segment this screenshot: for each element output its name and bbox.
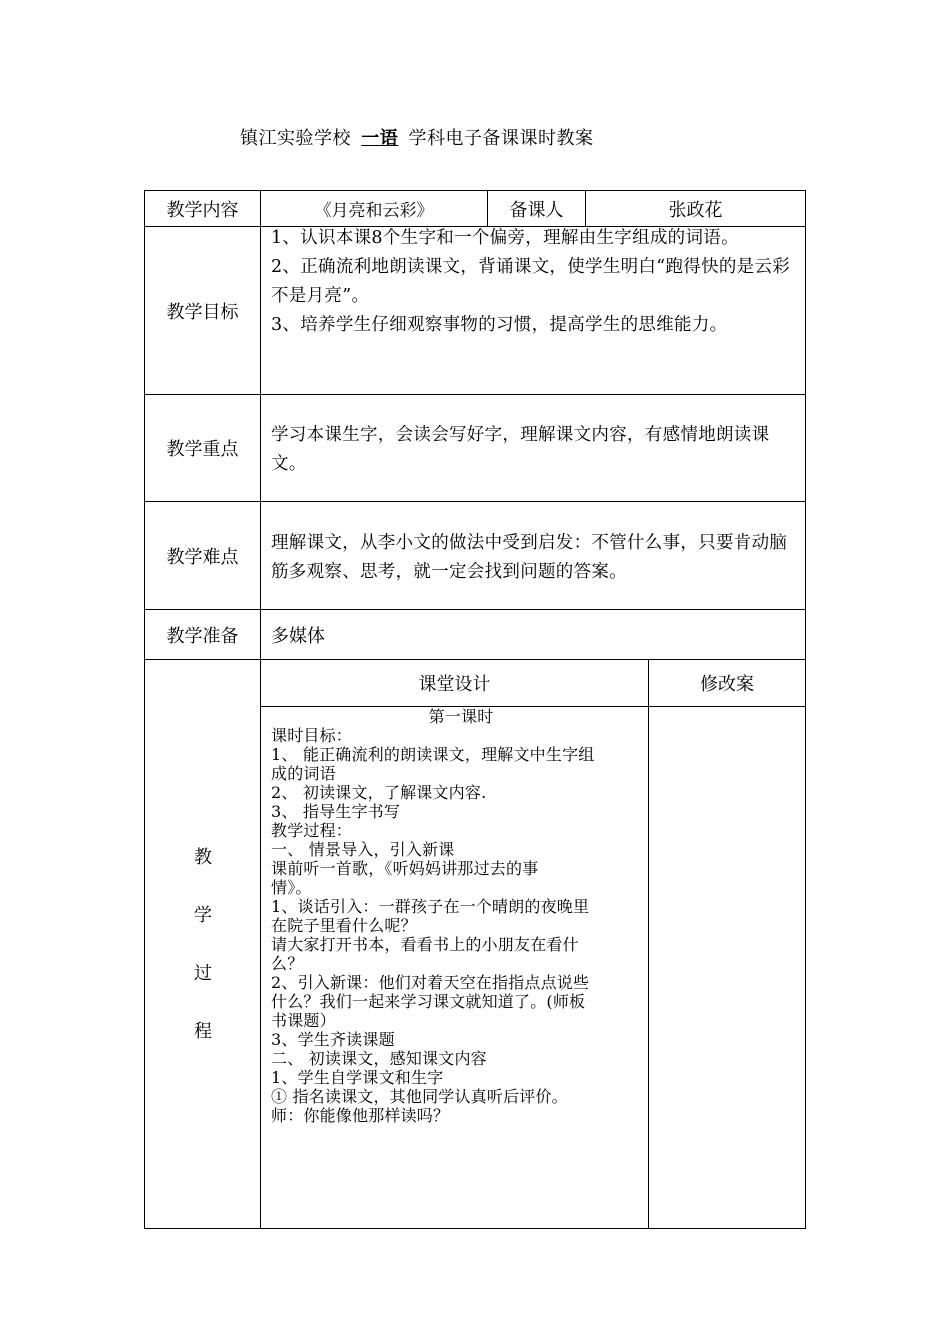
preparer-label: 备课人 xyxy=(509,199,564,221)
preparation-label: 教学准备 xyxy=(166,625,239,647)
table-border-right xyxy=(805,190,806,1229)
design-header: 课堂设计 xyxy=(418,674,491,695)
lesson-title: 《月亮和云彩》 xyxy=(314,201,434,221)
document-title xyxy=(240,124,593,150)
design-line: 课前听一首歌，《听妈妈讲那过去的事 xyxy=(271,859,539,878)
design-line: 成的词语 xyxy=(271,764,336,783)
label-column-divider xyxy=(260,190,261,1229)
design-line: 请大家打开书本，看看书上的小朋友在看什 xyxy=(271,935,579,954)
process-label-char: 教 xyxy=(194,847,212,868)
design-line: 3、 指导生字书写 xyxy=(271,802,401,821)
key-points-text: 学习本课生字，会读会写好字，理解课文内容，有感情地朗读课文。 xyxy=(271,425,770,474)
design-line: 教学过程： xyxy=(271,821,353,840)
section-title: 第一课时 xyxy=(428,707,494,726)
revision-column-divider xyxy=(648,659,649,1229)
design-line: 1、 能正确流利的朗读课文，理解文中生字组 xyxy=(271,745,595,764)
design-line: 1、学生自学课文和生字 xyxy=(271,1068,444,1087)
lesson-design-text xyxy=(271,707,643,1125)
preparer-name: 张政花 xyxy=(668,199,723,221)
design-line: 情》。 xyxy=(271,878,312,897)
content-label: 教学内容 xyxy=(166,199,239,221)
design-line: 二、 初读课文，感知课文内容 xyxy=(271,1049,487,1068)
process-label-char: 过 xyxy=(194,963,212,984)
process-label-char: 学 xyxy=(194,905,212,926)
design-line: 1、谈话引入：一群孩子在一个晴朗的夜晚里 xyxy=(271,897,590,916)
design-line: 2、引入新课：他们对着天空在指指点点说些 xyxy=(271,973,590,992)
process-label xyxy=(185,840,221,1072)
key-points-label: 教学重点 xyxy=(166,439,239,460)
design-line: 2、 初读课文，了解课文内容. xyxy=(271,783,487,802)
goal-item: 3、培养学生仔细观察事物的习惯，提高学生的思维能力。 xyxy=(271,315,728,335)
goals-label: 教学目标 xyxy=(166,301,239,323)
design-line: 在院子里看什么呢？ xyxy=(271,916,417,935)
design-line: 3、学生齐读课题 xyxy=(271,1030,395,1049)
process-label-char: 程 xyxy=(194,1021,212,1042)
subject-name: 一语 xyxy=(361,128,399,149)
goal-item: 1、认识本课8个生字和一个偏旁，理解由生字组成的词语。 xyxy=(271,228,739,248)
design-line: 一、 情景导入，引入新课 xyxy=(271,840,455,859)
table-border-bottom xyxy=(144,1228,806,1229)
design-line: 师：你能像他那样读吗？ xyxy=(271,1106,450,1125)
title-rest: 学科电子备课课时教案 xyxy=(408,128,594,149)
revision-header: 修改案 xyxy=(700,674,754,695)
difficulties-label: 教学难点 xyxy=(166,546,239,568)
design-line: 课时目标： xyxy=(271,726,353,745)
design-line: 么？ xyxy=(271,954,304,973)
difficulties-text: 理解课文，从李小文的做法中受到启发：不管什么事，只要肯动脑筋多观察、思考，就一定会找到问题的答案。 xyxy=(271,533,788,582)
design-line: 什么？我们一起来学习课文就知道了。(师板 xyxy=(271,992,586,1011)
design-line: ① 指名读课文，其他同学认真听后评价。 xyxy=(271,1087,568,1106)
goals-text xyxy=(271,224,801,340)
design-line: 书课题） xyxy=(271,1011,336,1030)
goal-item: 2、正确流利地朗读课文，背诵课文，使学生明白“跑得快的是云彩不是月亮”。 xyxy=(271,257,791,306)
school-name: 镇江实验学校 xyxy=(240,128,351,149)
preparation-text: 多媒体 xyxy=(271,625,325,647)
